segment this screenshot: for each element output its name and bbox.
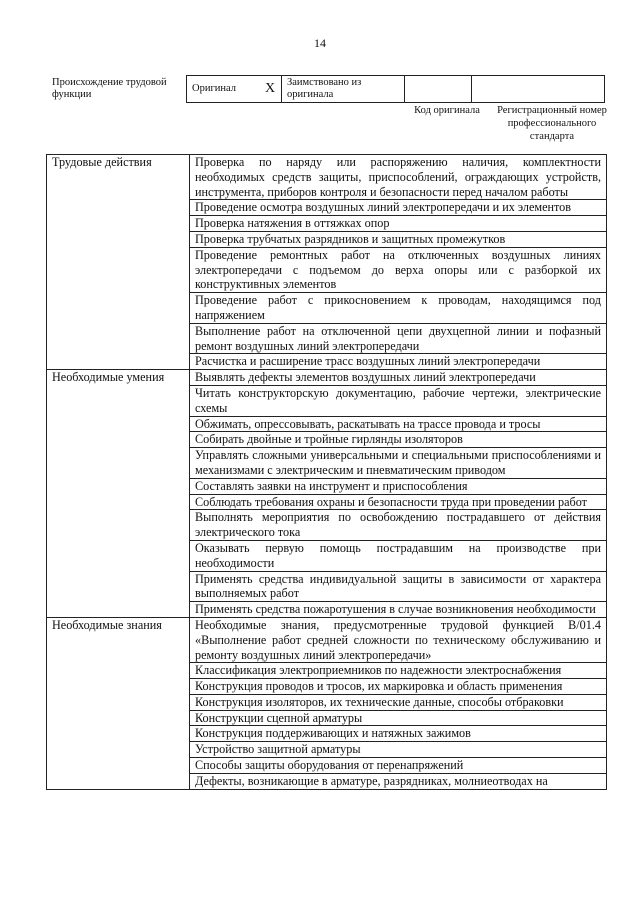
section-item: Проверка натяжения в оттяжках опор: [190, 216, 607, 232]
section-item: Конструкция проводов и тросов, их маркировка и область применения: [190, 679, 607, 695]
section-item: Управлять сложными универсальными и специальными приспособлениями и механизмами с электрическим и пневматическим приводом: [190, 448, 607, 479]
reg-number-cell: [472, 76, 605, 103]
section-item: Конструкция поддерживающих и натяжных зажимов: [190, 726, 607, 742]
section-item: Оказывать первую помощь пострадавшим на производстве при необходимости: [190, 540, 607, 571]
section-item: Необходимые знания, предусмотренные трудовой функцией В/01.4 «Выполнение работ средней сложности по техническому обслуживанию и ремонту воздушных линий электропередачи»: [190, 617, 607, 662]
section-item: Выявлять дефекты элементов воздушных линий электропередачи: [190, 370, 607, 386]
origin-table: [186, 75, 605, 103]
table-row: [47, 617, 607, 662]
section-label: Трудовые действия: [47, 155, 190, 370]
section-item: Применять средства индивидуальной защиты в зависимости от характера выполняемых работ: [190, 571, 607, 602]
code-caption: Код оригинала: [414, 105, 480, 116]
section-item: Соблюдать требования охраны и безопасности труда при проведении работ: [190, 494, 607, 510]
section-item: Читать конструкторскую документацию, рабочие чертежи, электрические схемы: [190, 385, 607, 416]
function-table: [46, 154, 607, 790]
section-label: Необходимые умения: [47, 370, 190, 618]
section-item: Классификация электроприемников по надежности электроснабжения: [190, 663, 607, 679]
section-item: Расчистка и расширение трасс воздушных линий электропередачи: [190, 354, 607, 370]
page-number: 14: [314, 36, 326, 50]
origin-label: Происхождение трудовой функции: [52, 77, 167, 100]
section-item: Собирать двойные и тройные гирлянды изоляторов: [190, 432, 607, 448]
section-item: Дефекты, возникающие в арматуре, разрядниках, молниеотводах на: [190, 773, 607, 789]
section-item: Проведение работ с прикосновением к проводам, находящимся под напряжением: [190, 293, 607, 324]
section-item: Применять средства пожаротушения в случае возникновения необходимости: [190, 602, 607, 618]
reg-number-caption: Регистрационный номер профессионального стандарта: [497, 105, 607, 142]
original-label: Оригинал: [187, 76, 260, 103]
section-item: Проведение осмотра воздушных линий электропередачи и их элементов: [190, 200, 607, 216]
section-item: Устройство защитной арматуры: [190, 742, 607, 758]
section-item: Обжимать, опрессовывать, раскатывать на трассе провода и тросы: [190, 416, 607, 432]
borrowed-label: Заимствовано из оригинала: [282, 76, 405, 103]
section-item: Составлять заявки на инструмент и приспособления: [190, 478, 607, 494]
section-item: Выполнение работ на отключенной цепи двухцепной линии и пофазный ремонт воздушных линий электропередачи: [190, 323, 607, 354]
section-item: Выполнять мероприятия по освобождению пострадавшего от действия электрического тока: [190, 510, 607, 541]
section-item: Проверка по наряду или распоряжению наличия, комплектности необходимых средств защиты, приспособлений, ограждающих устройств, инструмента, приборов контроля и безопасности перед началом работы: [190, 155, 607, 200]
section-item: Конструкции сцепной арматуры: [190, 710, 607, 726]
section-item: Проверка трубчатых разрядников и защитных промежутков: [190, 231, 607, 247]
table-row: [47, 155, 607, 200]
section-item: Способы защиты оборудования от перенапряжений: [190, 758, 607, 774]
code-cell: [405, 76, 472, 103]
section-item: Проведение ремонтных работ на отключенных воздушных линиях электропередачи с подъемом до верха опоры или с разборкой их конструктивных элементов: [190, 247, 607, 292]
section-label: Необходимые знания: [47, 617, 190, 789]
table-row: [47, 370, 607, 386]
section-item: Конструкция изоляторов, их технические данные, способы отбраковки: [190, 694, 607, 710]
original-mark: X: [259, 76, 282, 103]
